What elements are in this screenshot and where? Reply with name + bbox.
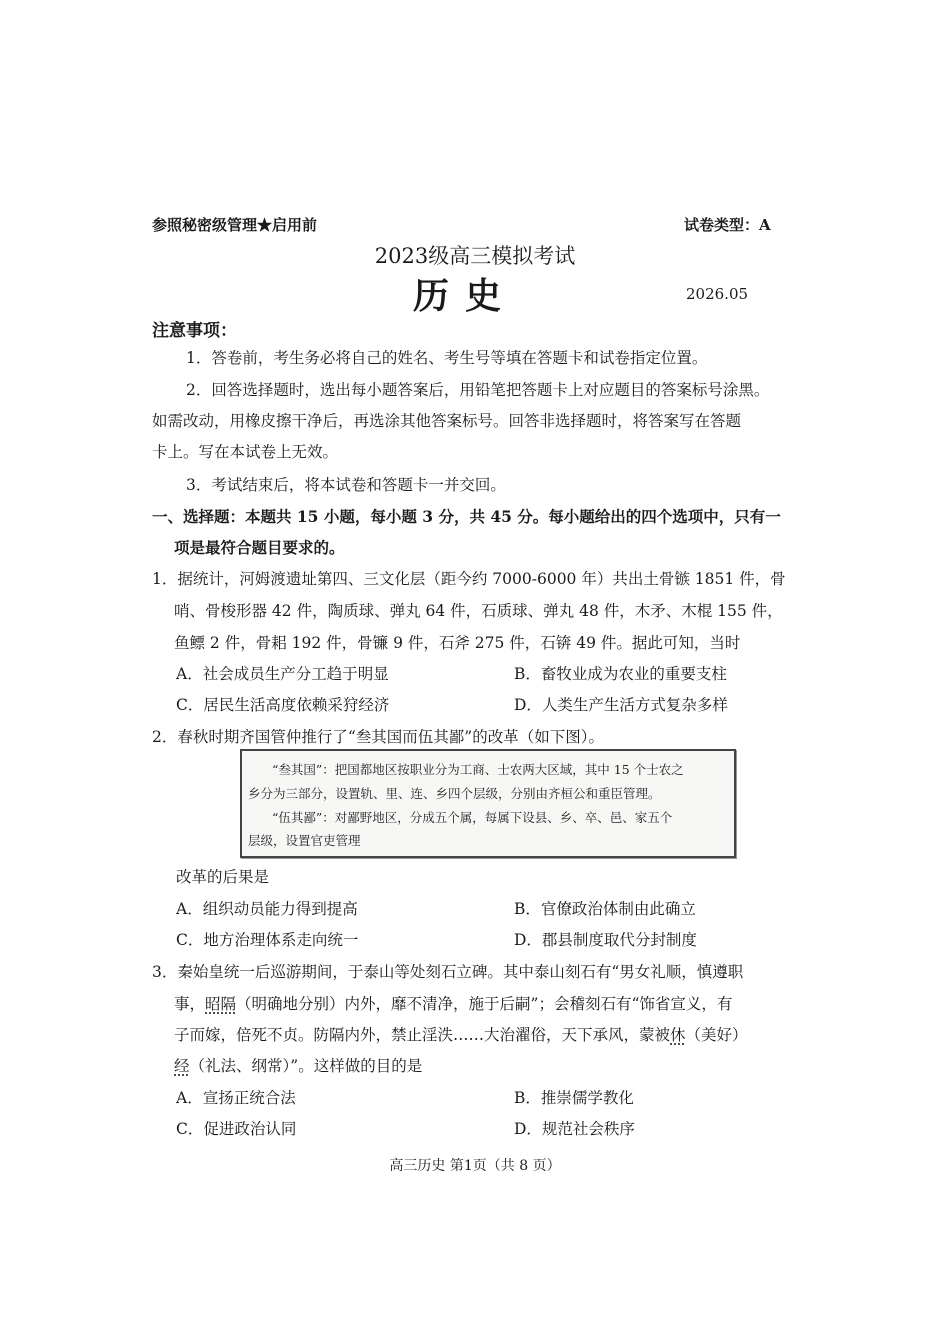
option-3c: C．促进政治认同	[176, 1120, 297, 1138]
option-1b: B．畜牧业成为农业的重要支柱	[514, 665, 727, 683]
stem-text: 子而嫁，倍死不贞。防隔内外，禁止淫泆……大治濯俗，天下承风，蒙被	[174, 1026, 671, 1044]
option-2c: C．地方治理体系走向统一	[176, 931, 359, 949]
question-1-stem: 1．据统计，河姆渡遗址第四、三文化层（距今约 7000-6000 年）共出土骨镞 1851 件，骨	[152, 570, 786, 588]
reform-quote-box	[240, 749, 736, 858]
question-3-stem: 3．秦始皇统一后巡游期间，于泰山等处刻石立碑。其中泰山刻石有“男女礼顺，慎遵职	[152, 963, 744, 981]
question-2-stem: 2．春秋时期齐国管仲推行了“叁其国而伍其鄙”的改革（如下图）。	[152, 728, 604, 746]
stem-text: （明确地分别）内外，靡不清净，施于后嗣”；会稽刻石有“饰省宣义，有	[236, 995, 733, 1013]
question-3-stem	[174, 1023, 748, 1045]
notice-line: 3．考试结束后，将本试卷和答题卡一并交回。	[186, 476, 506, 494]
notice-line: 1．答卷前，考生务必将自己的姓名、考生号等填在答题卡和试卷指定位置。	[186, 349, 708, 367]
section-heading: 一、选择题：本题共 15 小题，每小题 3 分，共 45 分。每小题给出的四个选项中，只有一	[152, 507, 781, 526]
option-1c: C．居民生活高度依赖采狩经济	[176, 696, 390, 714]
exam-date: 2026.05	[686, 285, 749, 303]
question-3-stem	[174, 1054, 422, 1076]
option-3d: D．规范社会秩序	[514, 1120, 635, 1138]
option-1d: D．人类生产生活方式复杂多样	[514, 696, 728, 714]
emphasized-term: 休	[670, 1026, 686, 1044]
question-2-prompt: 改革的后果是	[176, 868, 270, 886]
paper-type-label: 试卷类型：A	[684, 216, 771, 234]
notice-line: 如需改动，用橡皮擦干净后，再选涂其他答案标号。回答非选择题时，将答案写在答题	[152, 412, 742, 430]
confidential-label: 参照秘密级管理★启用前	[152, 216, 318, 234]
question-1-stem: 鱼鳔 2 件，骨耜 192 件，骨镰 9 件，石斧 275 件，石锛 49 件。据此可知，当时	[174, 634, 741, 652]
option-3a: A．宣扬正统合法	[176, 1089, 296, 1107]
emphasized-term: 经	[174, 1057, 190, 1075]
option-3b: B．推崇儒学教化	[514, 1089, 634, 1107]
option-2a: A．组织动员能力得到提高	[176, 900, 358, 918]
page-footer: 高三历史 第1页（共 8 页）	[389, 1158, 561, 1174]
quote-line: “叁其国”：把国都地区按职业分为工商、士农两大区域，其中 15 个士农之	[272, 762, 684, 777]
option-2b: B．官僚政治体制由此确立	[514, 900, 696, 918]
quote-line: “伍其鄙”：对鄙野地区，分成五个属，每属下设县、乡、卒、邑、家五个	[272, 810, 673, 825]
option-1a: A．社会成员生产分工趋于明显	[176, 665, 389, 683]
section-heading-cont: 项是最符合题目要求的。	[174, 538, 345, 557]
stem-text: （美好）	[685, 1026, 748, 1044]
quote-line: 乡分为三部分，设置轨、里、连、乡四个层级，分别由齐桓公和重臣管理。	[248, 786, 661, 801]
question-1-stem: 哨、骨梭形器 42 件，陶质球、弹丸 64 件，石质球、弹丸 48 件，木矛、木棍 155 件，	[174, 602, 783, 620]
stem-text: 事，	[174, 995, 206, 1013]
notice-heading: 注意事项：	[152, 321, 237, 341]
option-2d: D．郡县制度取代分封制度	[514, 931, 697, 949]
stem-text: （礼法、纲常）”。这样做的目的是	[189, 1057, 423, 1075]
subject-title: 历史	[413, 275, 518, 317]
question-3-stem	[174, 992, 732, 1014]
notice-line: 2．回答选择题时，选出每小题答案后，用铅笔把答题卡上对应题目的答案标号涂黑。	[186, 381, 770, 399]
emphasized-term: 昭隔	[205, 995, 237, 1013]
exam-title: 2023级高三模拟考试	[374, 244, 576, 268]
quote-line: 层级，设置官吏管理	[248, 833, 361, 848]
notice-line: 卡上。写在本试卷上无效。	[152, 443, 339, 461]
